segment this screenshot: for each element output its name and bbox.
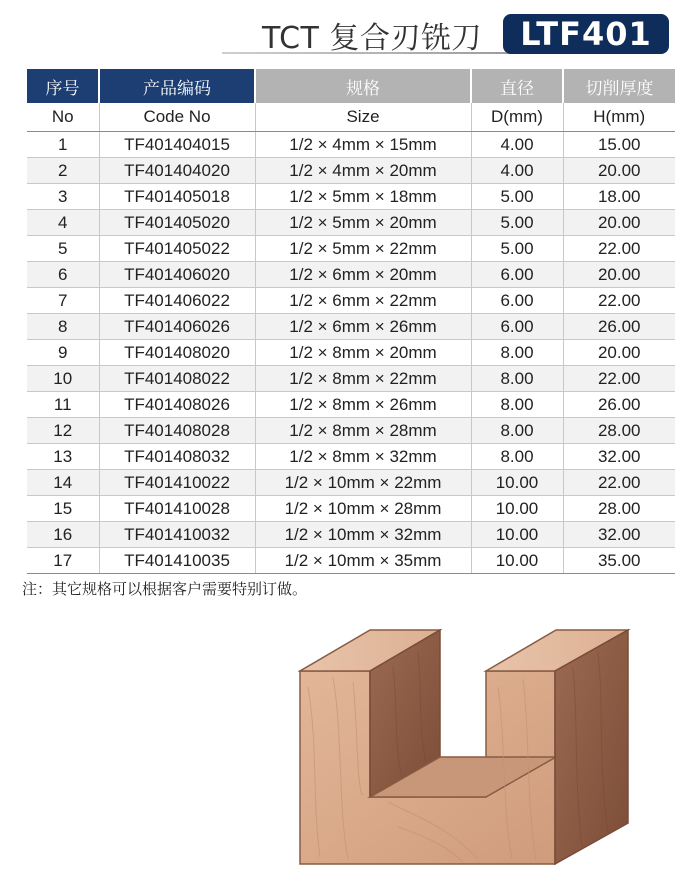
page-title: TCT 复合刃铣刀 xyxy=(262,21,482,56)
row-thickness-cell: 20.00 xyxy=(563,158,675,184)
row-thickness-cell: 22.00 xyxy=(563,236,675,262)
wood-groove-icon xyxy=(298,627,633,867)
row-diameter-cell: 8.00 xyxy=(471,444,563,470)
table-row xyxy=(27,262,675,288)
row-code-cell: TF401404020 xyxy=(99,158,255,184)
row-size-cell: 1/2 × 5mm × 22mm xyxy=(255,236,471,262)
row-thickness-cell: 28.00 xyxy=(563,418,675,444)
row-no-cell: 10 xyxy=(27,366,99,392)
row-code-cell: TF401408028 xyxy=(99,418,255,444)
row-diameter-cell: 6.00 xyxy=(471,288,563,314)
header-code-en: Code No xyxy=(99,103,255,132)
row-code-cell: TF401406026 xyxy=(99,314,255,340)
row-no-cell: 11 xyxy=(27,392,99,418)
row-size-cell: 1/2 × 8mm × 20mm xyxy=(255,340,471,366)
row-no-cell: 6 xyxy=(27,262,99,288)
row-diameter-cell: 10.00 xyxy=(471,496,563,522)
row-thickness-cell: 20.00 xyxy=(563,262,675,288)
table-row xyxy=(27,548,675,574)
row-thickness-cell: 26.00 xyxy=(563,314,675,340)
row-size-cell: 1/2 × 10mm × 28mm xyxy=(255,496,471,522)
table-row xyxy=(27,392,675,418)
table-row xyxy=(27,314,675,340)
row-thickness-cell: 32.00 xyxy=(563,444,675,470)
row-size-cell: 1/2 × 4mm × 15mm xyxy=(255,132,471,158)
row-no-cell: 8 xyxy=(27,314,99,340)
row-no-cell: 17 xyxy=(27,548,99,574)
table-row xyxy=(27,236,675,262)
row-thickness-cell: 20.00 xyxy=(563,340,675,366)
table-row xyxy=(27,366,675,392)
row-code-cell: TF401408032 xyxy=(99,444,255,470)
row-code-cell: TF401406020 xyxy=(99,262,255,288)
header-thickness-en: H(mm) xyxy=(563,103,675,132)
table-row xyxy=(27,288,675,314)
row-thickness-cell: 22.00 xyxy=(563,288,675,314)
header-diameter-cn: 直径 xyxy=(471,69,563,103)
row-diameter-cell: 4.00 xyxy=(471,158,563,184)
table-row xyxy=(27,184,675,210)
row-code-cell: TF401408022 xyxy=(99,366,255,392)
header-no-cn: 序号 xyxy=(27,69,99,103)
header-code-cn: 产品编码 xyxy=(99,69,255,103)
table-row xyxy=(27,496,675,522)
row-code-cell: TF401410028 xyxy=(99,496,255,522)
row-diameter-cell: 5.00 xyxy=(471,210,563,236)
spec-table xyxy=(27,69,675,574)
row-thickness-cell: 35.00 xyxy=(563,548,675,574)
row-diameter-cell: 5.00 xyxy=(471,236,563,262)
row-code-cell: TF401408020 xyxy=(99,340,255,366)
header-size-en: Size xyxy=(255,103,471,132)
table-row xyxy=(27,210,675,236)
row-code-cell: TF401404015 xyxy=(99,132,255,158)
spec-table-body xyxy=(27,132,675,574)
table-row xyxy=(27,158,675,184)
row-no-cell: 15 xyxy=(27,496,99,522)
row-code-cell: TF401405020 xyxy=(99,210,255,236)
row-no-cell: 13 xyxy=(27,444,99,470)
row-size-cell: 1/2 × 10mm × 22mm xyxy=(255,470,471,496)
row-code-cell: TF401410035 xyxy=(99,548,255,574)
model-badge: LTF401 xyxy=(503,14,669,54)
header-diameter-en: D(mm) xyxy=(471,103,563,132)
row-thickness-cell: 28.00 xyxy=(563,496,675,522)
row-no-cell: 14 xyxy=(27,470,99,496)
row-size-cell: 1/2 × 4mm × 20mm xyxy=(255,158,471,184)
row-size-cell: 1/2 × 10mm × 32mm xyxy=(255,522,471,548)
table-row xyxy=(27,418,675,444)
row-thickness-cell: 22.00 xyxy=(563,470,675,496)
header-thickness-cn: 切削厚度 xyxy=(563,69,675,103)
row-thickness-cell: 18.00 xyxy=(563,184,675,210)
header-no-en: No xyxy=(27,103,99,132)
row-code-cell: TF401405018 xyxy=(99,184,255,210)
row-no-cell: 12 xyxy=(27,418,99,444)
table-row xyxy=(27,470,675,496)
table-row xyxy=(27,522,675,548)
row-no-cell: 7 xyxy=(27,288,99,314)
row-code-cell: TF401410032 xyxy=(99,522,255,548)
row-diameter-cell: 10.00 xyxy=(471,548,563,574)
row-no-cell: 16 xyxy=(27,522,99,548)
table-row xyxy=(27,444,675,470)
row-size-cell: 1/2 × 5mm × 20mm xyxy=(255,210,471,236)
row-no-cell: 9 xyxy=(27,340,99,366)
row-diameter-cell: 10.00 xyxy=(471,470,563,496)
row-size-cell: 1/2 × 8mm × 26mm xyxy=(255,392,471,418)
row-code-cell: TF401410022 xyxy=(99,470,255,496)
row-thickness-cell: 20.00 xyxy=(563,210,675,236)
row-diameter-cell: 4.00 xyxy=(471,132,563,158)
row-diameter-cell: 5.00 xyxy=(471,184,563,210)
header-size-cn: 规格 xyxy=(255,69,471,103)
row-no-cell: 2 xyxy=(27,158,99,184)
row-diameter-cell: 8.00 xyxy=(471,392,563,418)
row-no-cell: 1 xyxy=(27,132,99,158)
row-size-cell: 1/2 × 5mm × 18mm xyxy=(255,184,471,210)
row-code-cell: TF401408026 xyxy=(99,392,255,418)
row-no-cell: 4 xyxy=(27,210,99,236)
custom-order-note: 注：其它规格可以根据客户需要特别订做。 xyxy=(22,580,308,598)
row-thickness-cell: 26.00 xyxy=(563,392,675,418)
row-code-cell: TF401406022 xyxy=(99,288,255,314)
row-diameter-cell: 6.00 xyxy=(471,314,563,340)
table-row xyxy=(27,340,675,366)
row-diameter-cell: 6.00 xyxy=(471,262,563,288)
page-header xyxy=(0,0,680,62)
row-size-cell: 1/2 × 8mm × 28mm xyxy=(255,418,471,444)
row-size-cell: 1/2 × 6mm × 22mm xyxy=(255,288,471,314)
row-no-cell: 5 xyxy=(27,236,99,262)
table-row xyxy=(27,132,675,158)
row-thickness-cell: 32.00 xyxy=(563,522,675,548)
row-size-cell: 1/2 × 8mm × 32mm xyxy=(255,444,471,470)
row-thickness-cell: 22.00 xyxy=(563,366,675,392)
row-size-cell: 1/2 × 10mm × 35mm xyxy=(255,548,471,574)
row-diameter-cell: 8.00 xyxy=(471,340,563,366)
row-size-cell: 1/2 × 6mm × 20mm xyxy=(255,262,471,288)
row-size-cell: 1/2 × 6mm × 26mm xyxy=(255,314,471,340)
row-thickness-cell: 15.00 xyxy=(563,132,675,158)
row-diameter-cell: 8.00 xyxy=(471,366,563,392)
row-diameter-cell: 8.00 xyxy=(471,418,563,444)
row-size-cell: 1/2 × 8mm × 22mm xyxy=(255,366,471,392)
row-no-cell: 3 xyxy=(27,184,99,210)
row-diameter-cell: 10.00 xyxy=(471,522,563,548)
row-code-cell: TF401405022 xyxy=(99,236,255,262)
